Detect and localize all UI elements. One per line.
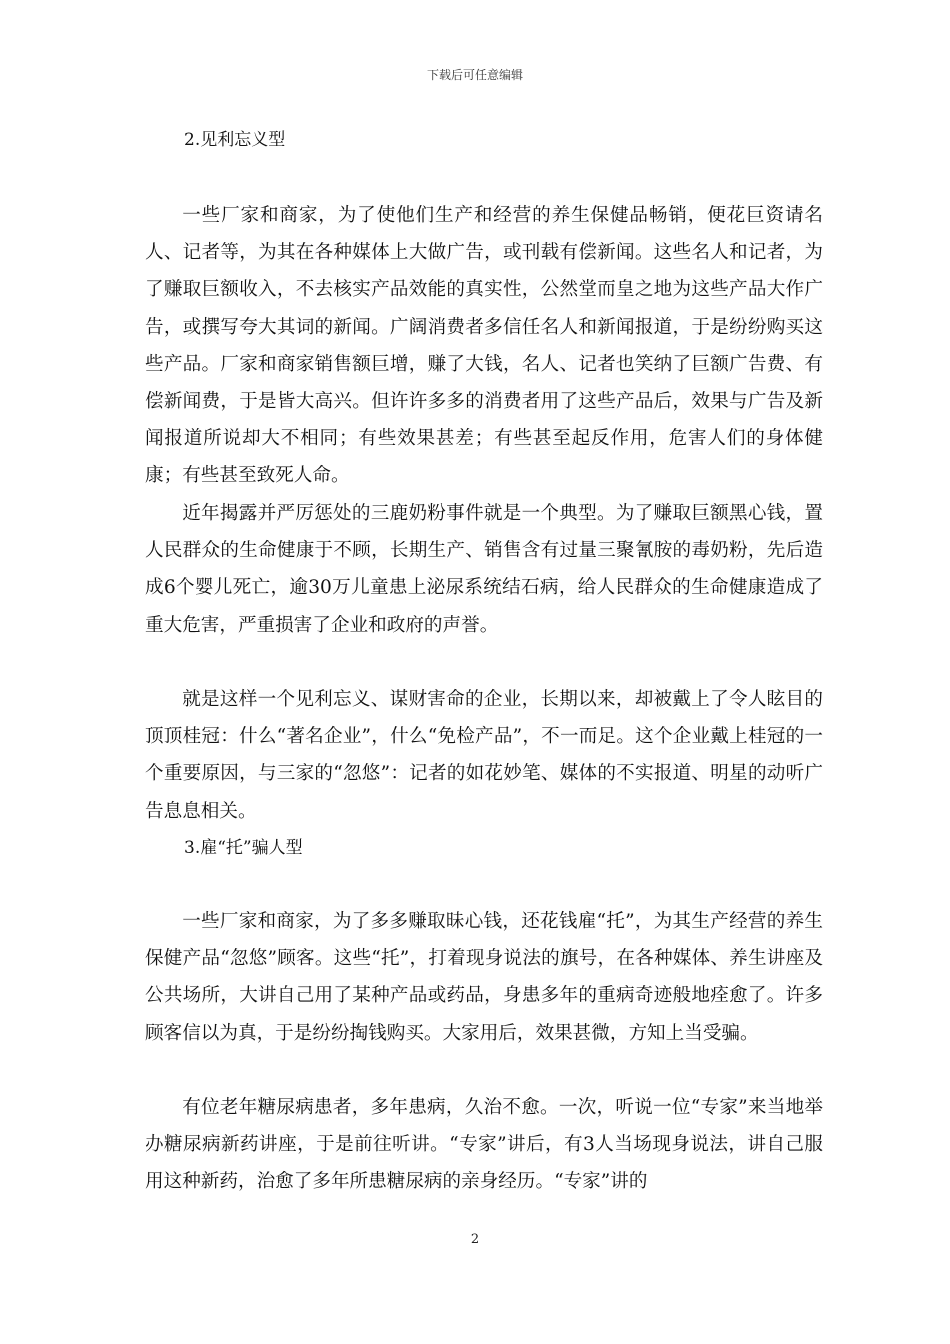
paragraph: 近年揭露并严厉惩处的三鹿奶粉事件就是一个典型。为了赚取巨额黑心钱，置人民群众的生命健康于不顾，长期生产、销售含有过量三聚氰胺的毒奶粉，先后造成6个婴儿死亡，逾30万儿童患上泌尿系统结石病，给人民群众的生命健康造成了重大危害，严重损害了企业和政府的声誉。: [145, 503, 823, 636]
paragraph: 一些厂家和商家，为了多多赚取昧心钱，还花钱雇“托”，为其生产经营的养生保健产品“忽悠”顾客。这些“托”，打着现身说法的旗号，在各种媒体、养生讲座及公共场所，大讲自己用了某种产品或药品，身患多年的重病奇迹般地痊愈了。许多顾客信以为真，于是纷纷掏钱购买。大家用后，效果甚微，方知上当受骗。: [145, 911, 823, 1044]
section-heading-3: 3.雇“托”骗人型: [184, 838, 303, 858]
page-number: 2: [470, 1232, 480, 1247]
paragraph: 一些厂家和商家，为了使他们生产和经营的养生保健品畅销，便花巨资请名人、记者等，为其在各种媒体上大做广告，或刊载有偿新闻。这些名人和记者，为了赚取巨额收入，不去核实产品效能的真实性，公然堂而皇之地为这些产品大作广告，或撰写夸大其词的新闻。广阔消费者多信任名人和新闻报道，于是纷纷购买这些产品。厂家和商家销售额巨增，赚了大钱，名人、记者也笑纳了巨额广告费、有偿新闻费，于是皆大高兴。但许许多多的消费者用了这些产品后，效果与广告及新闻报道所说却大不相同；有些效果甚差；有些甚至起反作用，危害人们的身体健康；有些甚至致死人命。: [145, 205, 823, 487]
paragraph: 就是这样一个见利忘义、谋财害命的企业，长期以来，却被戴上了令人眩目的顶顶桂冠：什么“著名企业”，什么“免检产品”，不一而足。这个企业戴上桂冠的一个重要原因，与三家的“忽悠”：记者的如花妙笔、媒体的不实报道、明星的动听广告息息相关。: [145, 689, 823, 822]
section-heading-2: 2.见利忘义型: [184, 130, 286, 150]
paragraph: 有位老年糖尿病患者，多年患病，久治不愈。一次，听说一位“专家”来当地举办糖尿病新药讲座，于是前往听讲。“专家”讲后，有3人当场现身说法，讲自己服用这种新药，治愈了多年所患糖尿病的亲身经历。“专家”讲的: [145, 1097, 823, 1193]
page-header-note: 下载后可任意编辑: [426, 68, 523, 82]
